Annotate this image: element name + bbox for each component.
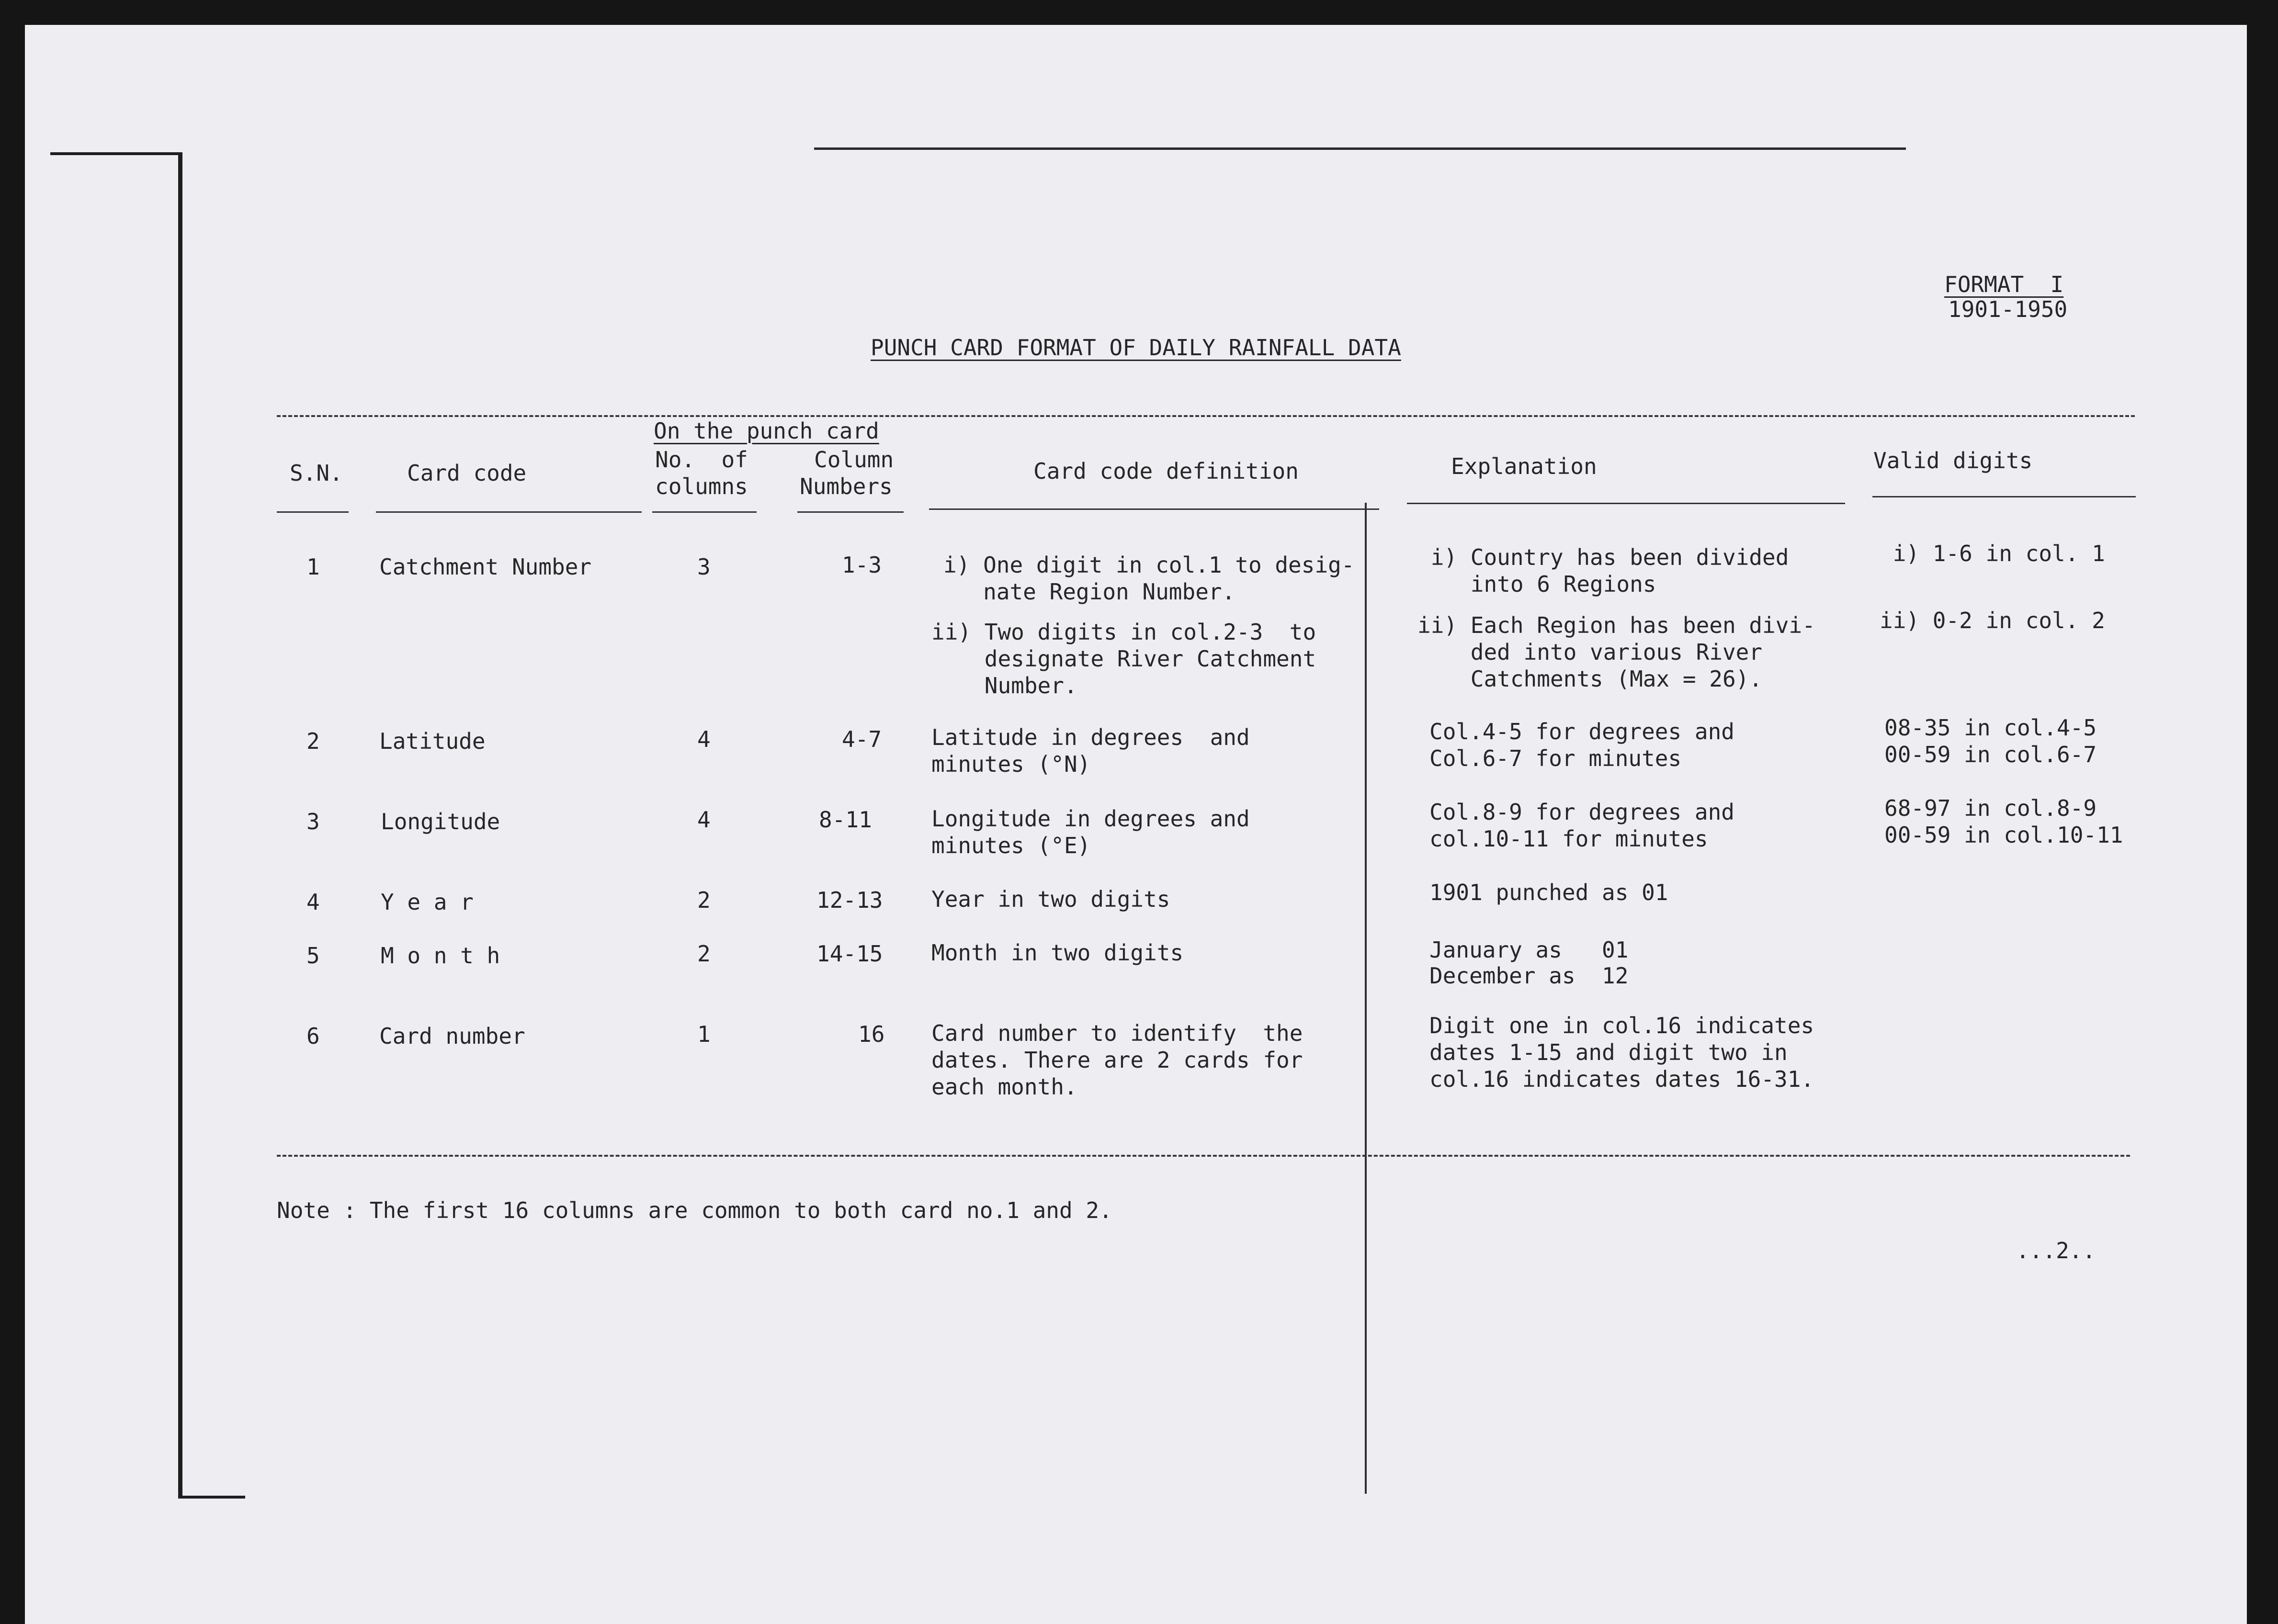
header-card-code-definition: Card code definition: [1033, 458, 1299, 484]
top-rule: [814, 147, 1906, 150]
row-column-numbers: 16: [858, 1021, 885, 1047]
row-definition-line: ii) Two digits in col.2-3 to: [931, 619, 1316, 645]
row-sn: 3: [306, 809, 320, 835]
row-explanation-line: col.10-11 for minutes: [1429, 826, 1708, 852]
header-valid-digits: Valid digits: [1873, 448, 2033, 474]
header-underline-definition: [929, 508, 1379, 510]
row-column-numbers: 8-11: [819, 807, 872, 833]
row-card-code: M o n t h: [381, 943, 500, 969]
row-card-code: Latitude: [379, 728, 486, 754]
row-explanation-line: January as 01: [1429, 937, 1629, 963]
row-explanation-line: into 6 Regions: [1417, 571, 1656, 597]
row-definition-line: Longitude in degrees and: [931, 806, 1250, 832]
row-no-of-columns: 1: [697, 1021, 711, 1047]
row-sn: 2: [306, 728, 320, 754]
row-valid-line: ii) 0-2 in col. 2: [1880, 608, 2105, 633]
row-definition-line: minutes (°E): [931, 833, 1091, 858]
header-underline-ncols: [652, 511, 757, 513]
header-no-of-columns-2: columns: [655, 474, 748, 499]
row-explanation-line: Col.6-7 for minutes: [1429, 745, 1682, 771]
column-divider: [1365, 503, 1367, 1494]
header-card-code: Card code: [407, 460, 527, 486]
row-sn: 5: [306, 943, 320, 969]
row-no-of-columns: 3: [697, 554, 711, 580]
row-definition-line: each month.: [931, 1074, 1077, 1100]
header-column-numbers-1: Column: [814, 447, 894, 473]
page-title: PUNCH CARD FORMAT OF DAILY RAINFALL DATA: [871, 335, 1401, 361]
row-valid-line: i) 1-6 in col. 1: [1880, 541, 2105, 566]
row-explanation-line: Digit one in col.16 indicates: [1429, 1013, 1814, 1038]
row-definition-line: designate River Catchment: [931, 646, 1316, 672]
header-column-numbers-2: Numbers: [800, 474, 893, 499]
row-valid-line: 08-35 in col.4-5: [1884, 715, 2097, 741]
row-sn: 1: [306, 554, 320, 580]
row-valid-line: 00-59 in col.10-11: [1884, 822, 2123, 848]
row-explanation-line: i) Country has been divided: [1417, 544, 1789, 570]
row-no-of-columns: 4: [697, 726, 711, 752]
row-card-code: Card number: [379, 1023, 525, 1049]
row-definition-line: Latitude in degrees and: [931, 724, 1250, 750]
row-card-code: Y e a r: [381, 889, 474, 915]
row-no-of-columns: 4: [697, 807, 711, 833]
footnote: Note : The first 16 columns are common to both card no.1 and 2.: [277, 1197, 1112, 1223]
row-card-code: Longitude: [381, 809, 500, 835]
header-no-of-columns-1: No. of: [655, 447, 748, 473]
row-explanation-line: Col.8-9 for degrees and: [1429, 799, 1734, 825]
row-definition-line: minutes (°N): [931, 751, 1091, 777]
table-bottom-rule: [277, 1155, 2130, 1157]
row-column-numbers: 14-15: [816, 941, 883, 967]
row-explanation-line: ded into various River: [1417, 639, 1763, 665]
header-underline-explanation: [1407, 503, 1845, 504]
table-top-rule: [277, 415, 2135, 417]
header-underline-code: [376, 511, 642, 513]
row-sn: 6: [306, 1023, 320, 1049]
row-no-of-columns: 2: [697, 941, 711, 967]
row-explanation-line: Col.4-5 for degrees and: [1429, 719, 1734, 744]
format-label: FORMAT I: [1944, 271, 2064, 297]
page-continuation: ...2..: [2016, 1238, 2096, 1263]
format-years: 1901-1950: [1948, 296, 2068, 322]
header-underline-valid: [1872, 496, 2136, 497]
header-underline-colnums: [797, 511, 904, 513]
row-explanation-line: Catchments (Max = 26).: [1417, 666, 1763, 692]
row-explanation-line: 1901 punched as 01: [1429, 880, 1668, 905]
row-definition-line: dates. There are 2 cards for: [931, 1047, 1303, 1073]
row-column-numbers: 12-13: [816, 887, 883, 913]
header-explanation: Explanation: [1451, 453, 1597, 479]
header-sn: S.N.: [290, 460, 343, 486]
header-underline-sn: [277, 511, 349, 513]
row-explanation-line: ii) Each Region has been divi-: [1417, 612, 1815, 638]
row-sn: 4: [306, 889, 320, 915]
row-definition-line: Year in two digits: [931, 886, 1170, 912]
row-explanation-line: col.16 indicates dates 16-31.: [1429, 1066, 1814, 1092]
row-explanation-line: dates 1-15 and digit two in: [1429, 1039, 1788, 1065]
row-definition-line: Card number to identify the: [931, 1020, 1303, 1046]
binding-bracket-bottom: [178, 1496, 245, 1499]
row-no-of-columns: 2: [697, 887, 711, 913]
binding-bracket-vertical: [178, 153, 182, 1499]
row-definition-line: Month in two digits: [931, 940, 1184, 966]
row-card-code: Catchment Number: [379, 554, 592, 580]
row-column-numbers: 4-7: [842, 726, 882, 752]
binding-bracket-top: [50, 152, 182, 155]
row-definition-line: Number.: [931, 673, 1077, 699]
row-valid-line: 68-97 in col.8-9: [1884, 795, 2097, 821]
row-column-numbers: 1-3: [842, 552, 882, 578]
row-explanation-line: December as 12: [1429, 963, 1629, 989]
row-definition-line: i) One digit in col.1 to desig-: [943, 552, 1355, 578]
row-valid-line: 00-59 in col.6-7: [1884, 742, 2097, 767]
row-definition-line: nate Region Number.: [943, 579, 1235, 605]
header-punch-card-group: On the punch card: [654, 418, 879, 444]
